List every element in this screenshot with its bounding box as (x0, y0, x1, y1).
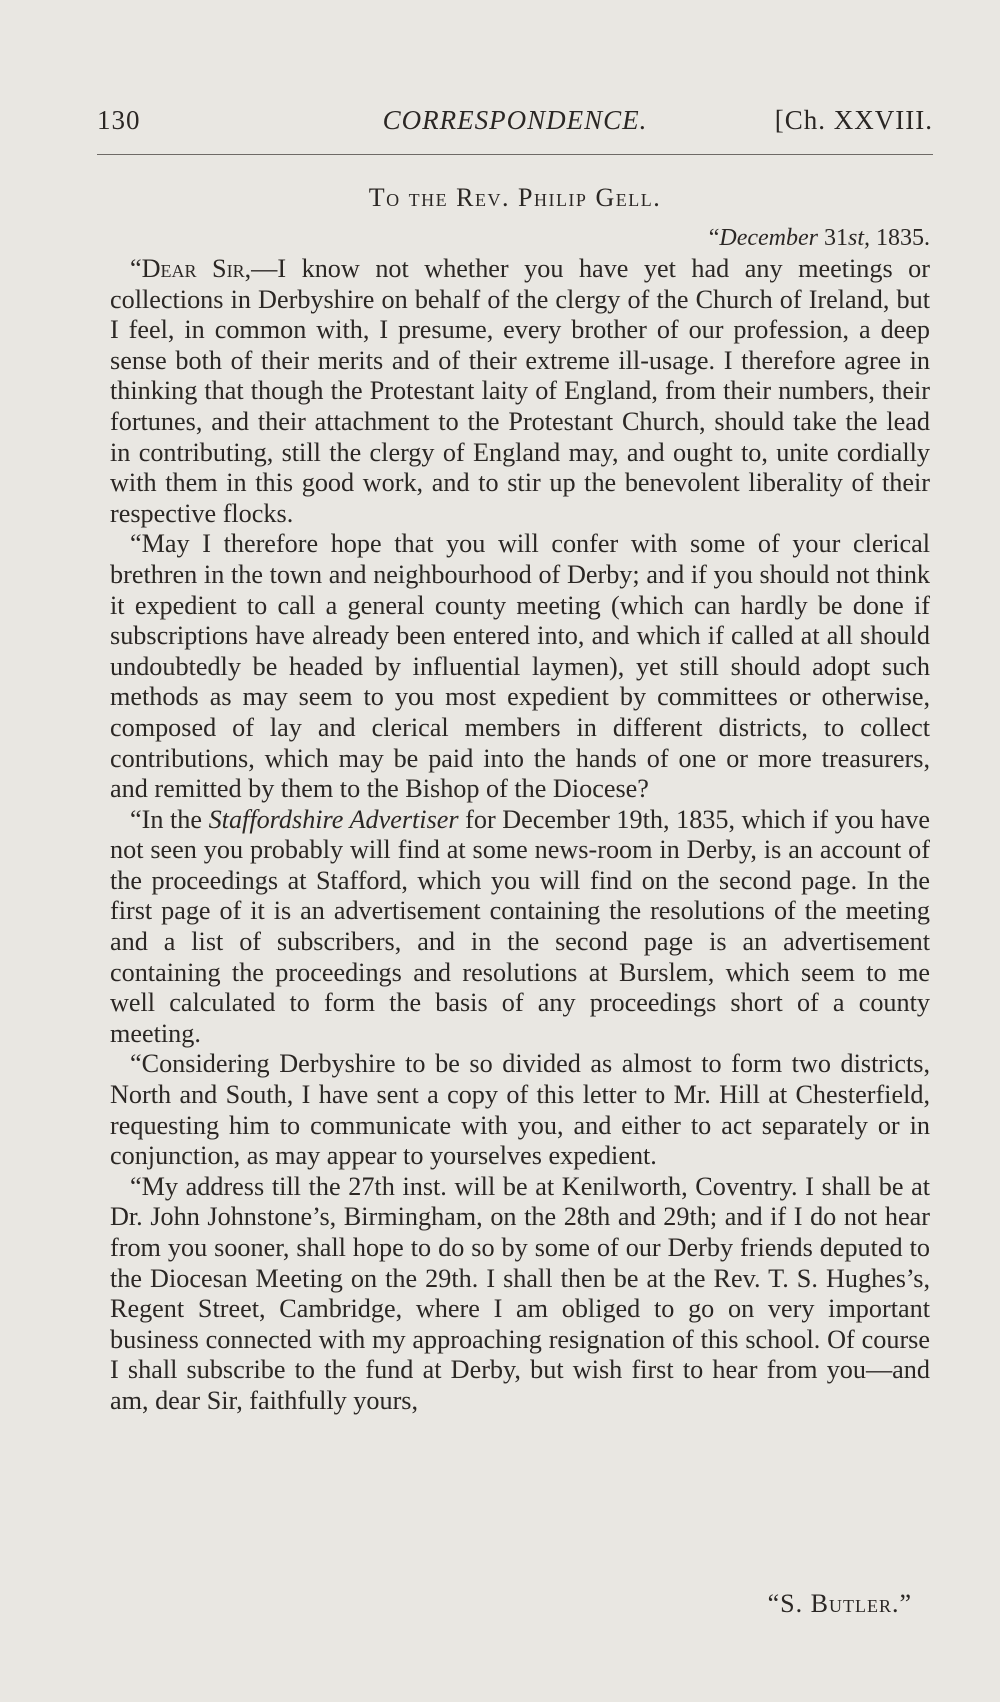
dateline-day-suffix: st, (847, 225, 870, 251)
salutation: Dear Sir (141, 254, 245, 283)
paragraph-1-open-quote: “ (130, 254, 142, 283)
letter-heading: To the Rev. Philip Gell. (368, 183, 662, 212)
letter-body (110, 254, 930, 1417)
page-number: 130 (97, 105, 141, 135)
letter-dateline (709, 222, 930, 254)
paragraph-1-text: ,—I know not whether you have yet had any meetings or collections in Derbyshire on behalf of the clergy of the Church of Ireland, but I feel, in common with, I presume, every brother of our profession, a deep sense both of their merits and of their extreme ill-usage. I therefore agree in thinking that though the Protestant laity of England, from their numbers, their fortunes, and their attachment to the Protestant Church, should take the lead in contributing, still the clergy of England may, and ought to, unite cordially with them in this good work, and to stir up the benevolent liberality of their respective flocks. (110, 254, 930, 528)
paragraph-1 (110, 254, 930, 529)
dateline-month: December (719, 225, 818, 251)
header-rule (97, 154, 933, 155)
running-head (97, 100, 933, 140)
paragraph-3 (110, 805, 930, 1050)
running-title: CORRESPONDENCE. (382, 105, 648, 135)
signature: “S. Butler.” (767, 1589, 912, 1618)
chapter-marker: [Ch. XXVIII. (774, 105, 933, 135)
dateline-day: 31 (817, 225, 848, 251)
paragraph-3-lead: “In the (130, 804, 209, 834)
paragraph-2: “May I therefore hope that you will confer with some of your clerical brethren in the town and neighbourhood of Derby; and if you should not think it expedient to call a general county meeting (which can hardly be done if subscriptions have already been entered into, and which if called at all should undoubtedly be headed by influential laymen), yet still should adopt such methods as may seem to you most expedient by committees or otherwise, composed of lay and clerical members in different districts, to collect contributions, which may be paid into the hands of one or more treasurers, and remitted by them to the Bishop of the Diocese? (110, 529, 930, 804)
paragraph-3-text: for December 19th, 1835, which if you have not seen you probably will find at some news-room in Derby, is an account of the proceedings at Stafford, which you will find on the second page. In the first page of it is an advertisement containing the resolutions of the meeting and a list of subscribers, and in the second page is an advertisement containing the proceedings and resolutions at Burslem, which seem to me well calculated to form the basis of any proceedings short of a county meeting. (110, 804, 931, 1048)
dateline-open-quote: “ (708, 225, 720, 251)
paragraph-5: “My address till the 27th inst. will be at Kenilworth, Coventry. I shall be at Dr. John Johnstone’s, Birmingham, on the 28th and 29th; and if I do not hear from you sooner, shall hope to do so by some of our Derby friends deputed to the Diocesan Meeting on the 29th. I shall then be at the Rev. T. S. Hughes’s, Regent Street, Cambridge, where I am obliged to go on very important business connected with my approaching resignation of this school. Of course I shall subscribe to the fund at Derby, but wish first to hear from you—and am, dear Sir, faithfully yours, (110, 1171, 930, 1415)
newspaper-title: Staffordshire Advertiser (208, 804, 459, 834)
dateline-year: 1835. (870, 225, 930, 251)
paragraph-4: “Considering Derbyshire to be so divided as almost to form two districts, North and South, I have sent a copy of this letter to Mr. Hill at Chesterfield, requesting him to communicate with you, and either to act separately or in conjunction, as may appear to yourselves expedient. (110, 1049, 930, 1171)
